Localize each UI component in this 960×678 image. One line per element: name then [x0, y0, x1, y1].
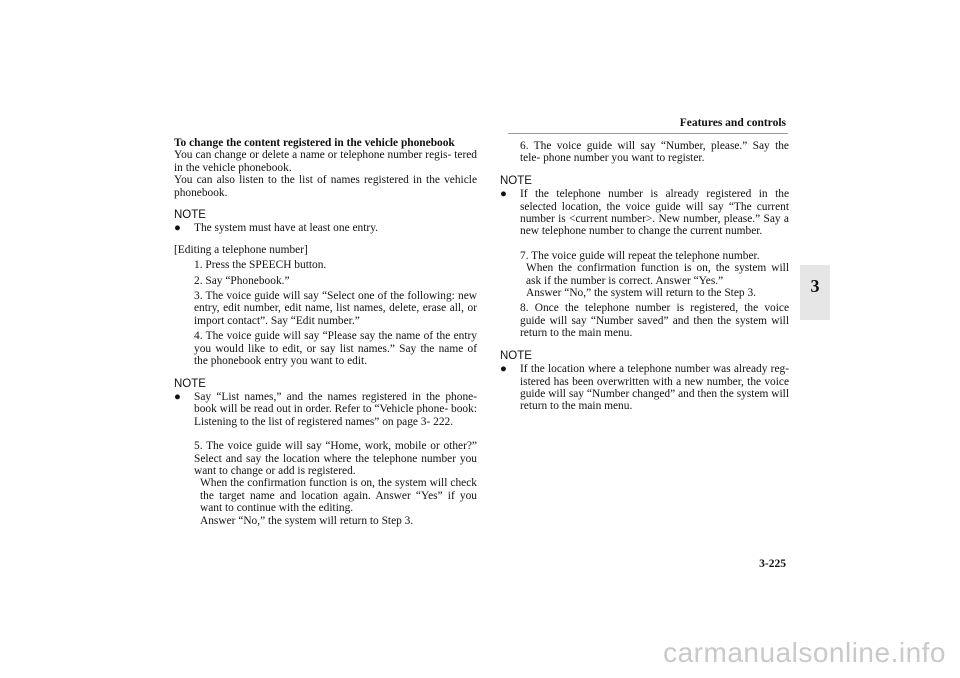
- note-item: [174, 391, 477, 428]
- section-heading: To change the content registered in the vehicle phonebook: [174, 137, 455, 149]
- left-column: [174, 137, 477, 527]
- note-item: [500, 363, 789, 413]
- step-text: Answer “No,” the system will return to the Step 3.: [526, 287, 756, 300]
- step-text: 8. Once the telephone number is registered, the voice guide will say “Number saved” and then the system will return to the main menu.: [520, 302, 789, 340]
- step-text: Answer “No,” the system will return to Step 3.: [200, 514, 414, 527]
- step-text: 6. The voice guide will say “Number, please.” Say the tele- phone number you want to register.: [520, 140, 789, 165]
- step-text: 2. Say “Phonebook.”: [194, 274, 290, 287]
- intro-paragraph-1: You can change or delete a name or telephone number regis- tered in the vehicle phonebook.: [174, 149, 477, 174]
- step-5: [174, 440, 477, 527]
- bullet-icon: ●: [174, 390, 181, 403]
- note-label: NOTE: [500, 349, 532, 362]
- bullet-icon: ●: [174, 222, 181, 235]
- header-rule: [508, 133, 788, 134]
- watermark: carmanualsonline.info: [663, 637, 946, 668]
- subheading: [Editing a telephone number]: [174, 243, 308, 256]
- step-3: [174, 290, 477, 327]
- step-text: When the confirmation function is on, the system will check the target name and location again. Answer “Yes” if you want to continue with the editing.: [200, 477, 477, 515]
- bullet-icon: ●: [500, 188, 507, 201]
- step-6: [500, 140, 789, 165]
- step-1: [174, 259, 477, 271]
- step-text: 7. The voice guide will repeat the telephone number.: [520, 249, 760, 262]
- header-title: Features and controls: [679, 117, 786, 129]
- intro-paragraph-2: You can also listen to the list of names registered in the vehicle phonebook.: [174, 174, 477, 199]
- bullet-icon: ●: [500, 363, 507, 376]
- step-7: [500, 250, 789, 300]
- note-item: [500, 188, 789, 238]
- step-text: 4. The voice guide will say “Please say the name of the entry you would like to edit, or say list names.” Say the name of the phonebook entry you want to edit.: [194, 330, 477, 368]
- step-text: 5. The voice guide will say “Home, work, mobile or other?” Select and say the location where the telephone number you want to change or add is registered.: [194, 440, 477, 477]
- note-text: If the location where a telephone number was already reg- istered has been overwritten with a new number, the voice guide will say “Number changed” and then the system will return to the main menu.: [520, 363, 789, 413]
- step-2: [174, 275, 477, 287]
- note-label: NOTE: [500, 174, 532, 187]
- note-label: NOTE: [174, 377, 206, 390]
- note-label: NOTE: [174, 209, 206, 222]
- step-8: [500, 302, 789, 339]
- section-tab-number: 3: [810, 276, 820, 296]
- step-text: 1. Press the SPEECH button.: [194, 259, 327, 272]
- right-column: [500, 137, 789, 413]
- step-4: [174, 330, 477, 367]
- note-text: The system must have at least one entry.: [194, 222, 378, 235]
- step-text: When the confirmation function is on, the system will ask if the number is correct. Answer “Yes.”: [526, 262, 789, 287]
- note-text: If the telephone number is already registered in the selected location, the voice guide will say “The current number is <current number>. New number, please.” Say a new telephone number to change the current number.: [520, 188, 789, 238]
- page-number: 3-225: [759, 558, 786, 570]
- note-text: Say “List names,” and the names registered in the phone- book will be read out in order. Refer to “Vehicle phone- book: Listening to the list of registered names” on page 3- 222.: [194, 390, 477, 428]
- note-item: [174, 222, 477, 234]
- step-text: 3. The voice guide will say “Select one of the following: new entry, edit number, edit name, list names, delete, erase all, or import contact”. Say “Edit number.”: [194, 290, 477, 327]
